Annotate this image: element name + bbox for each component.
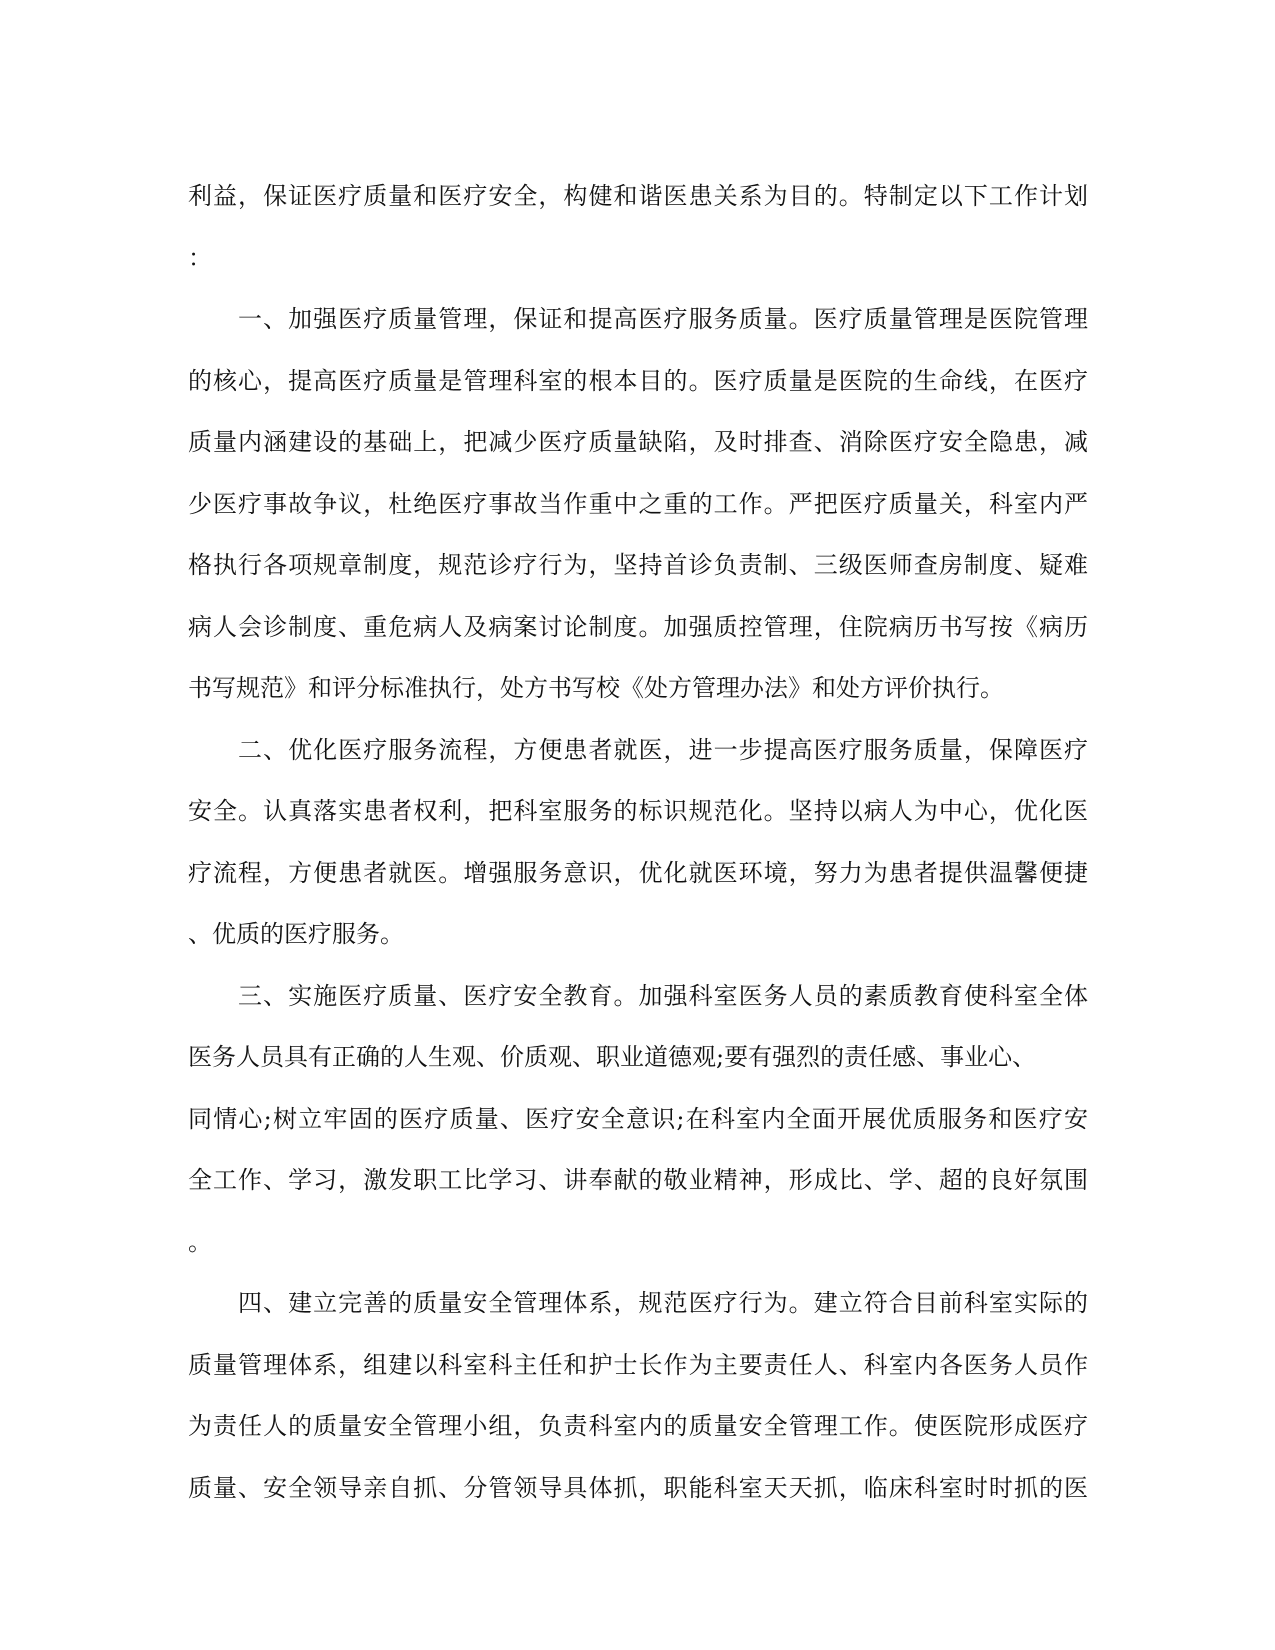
text-line: 疗流程，方便患者就医。增强服务意识，优化就医环境，努力为患者提供温馨便捷	[188, 858, 1088, 887]
text-line: 三、实施医疗质量、医疗安全教育。加强科室医务人员的素质教育使科室全体	[188, 981, 1088, 1010]
text-line: 书写规范》和评分标准执行，处方书写校《处方管理办法》和处方评价执行。	[188, 674, 1004, 702]
text-line: 安全。认真落实患者权利，把科室服务的标识规范化。坚持以病人为中心，优化医	[188, 797, 1088, 825]
text-line: 医务人员具有正确的人生观、价质观、职业道德观;要有强烈的责任感、事业心、	[188, 1043, 1037, 1071]
text-line: 四、建立完善的质量安全管理体系，规范医疗行为。建立符合目前科室实际的	[188, 1289, 1088, 1317]
text-line: 病人会诊制度、重危病人及病案讨论制度。加强质控管理，住院病历书写按《病历	[188, 612, 1088, 641]
text-line: 二、优化医疗服务流程，方便患者就医，进一步提高医疗服务质量，保障医疗	[188, 735, 1088, 764]
text-line: 质量管理体系，组建以科室科主任和护士长作为主要责任人、科室内各医务人员作	[188, 1350, 1088, 1379]
text-line: 格执行各项规章制度，规范诊疗行为，坚持首诊负责制、三级医师查房制度、疑难	[188, 551, 1088, 579]
text-line: 一、加强医疗质量管理，保证和提高医疗服务质量。医疗质量管理是医院管理	[188, 305, 1088, 333]
text-line: 同情心;树立牢固的医疗质量、医疗安全意识;在科室内全面开展优质服务和医疗安	[188, 1104, 1088, 1133]
text-line: 的核心，提高医疗质量是管理科室的根本目的。医疗质量是医院的生命线，在医疗	[188, 366, 1088, 395]
body-text	[188, 166, 1088, 1519]
text-line: 。	[188, 1227, 212, 1256]
text-line: 质量内涵建设的基础上，把减少医疗质量缺陷，及时排查、消除医疗安全隐患，减	[188, 428, 1088, 456]
text-line: 为责任人的质量安全管理小组，负责科室内的质量安全管理工作。使医院形成医疗	[188, 1412, 1088, 1440]
text-line: 利益，保证医疗质量和医疗安全，构健和谐医患关系为目的。特制定以下工作计划	[188, 182, 1088, 210]
text-line: 、优质的医疗服务。	[188, 920, 404, 948]
text-line: 全工作、学习，激发职工比学习、讲奉献的敬业精神，形成比、学、超的良好氛围	[188, 1166, 1088, 1194]
text-line: ：	[188, 243, 212, 272]
text-line: 质量、安全领导亲自抓、分管领导具体抓，职能科室天天抓，临床科室时时抓的医	[188, 1473, 1088, 1502]
text-line: 少医疗事故争议，杜绝医疗事故当作重中之重的工作。严把医疗质量关，科室内严	[188, 489, 1088, 518]
